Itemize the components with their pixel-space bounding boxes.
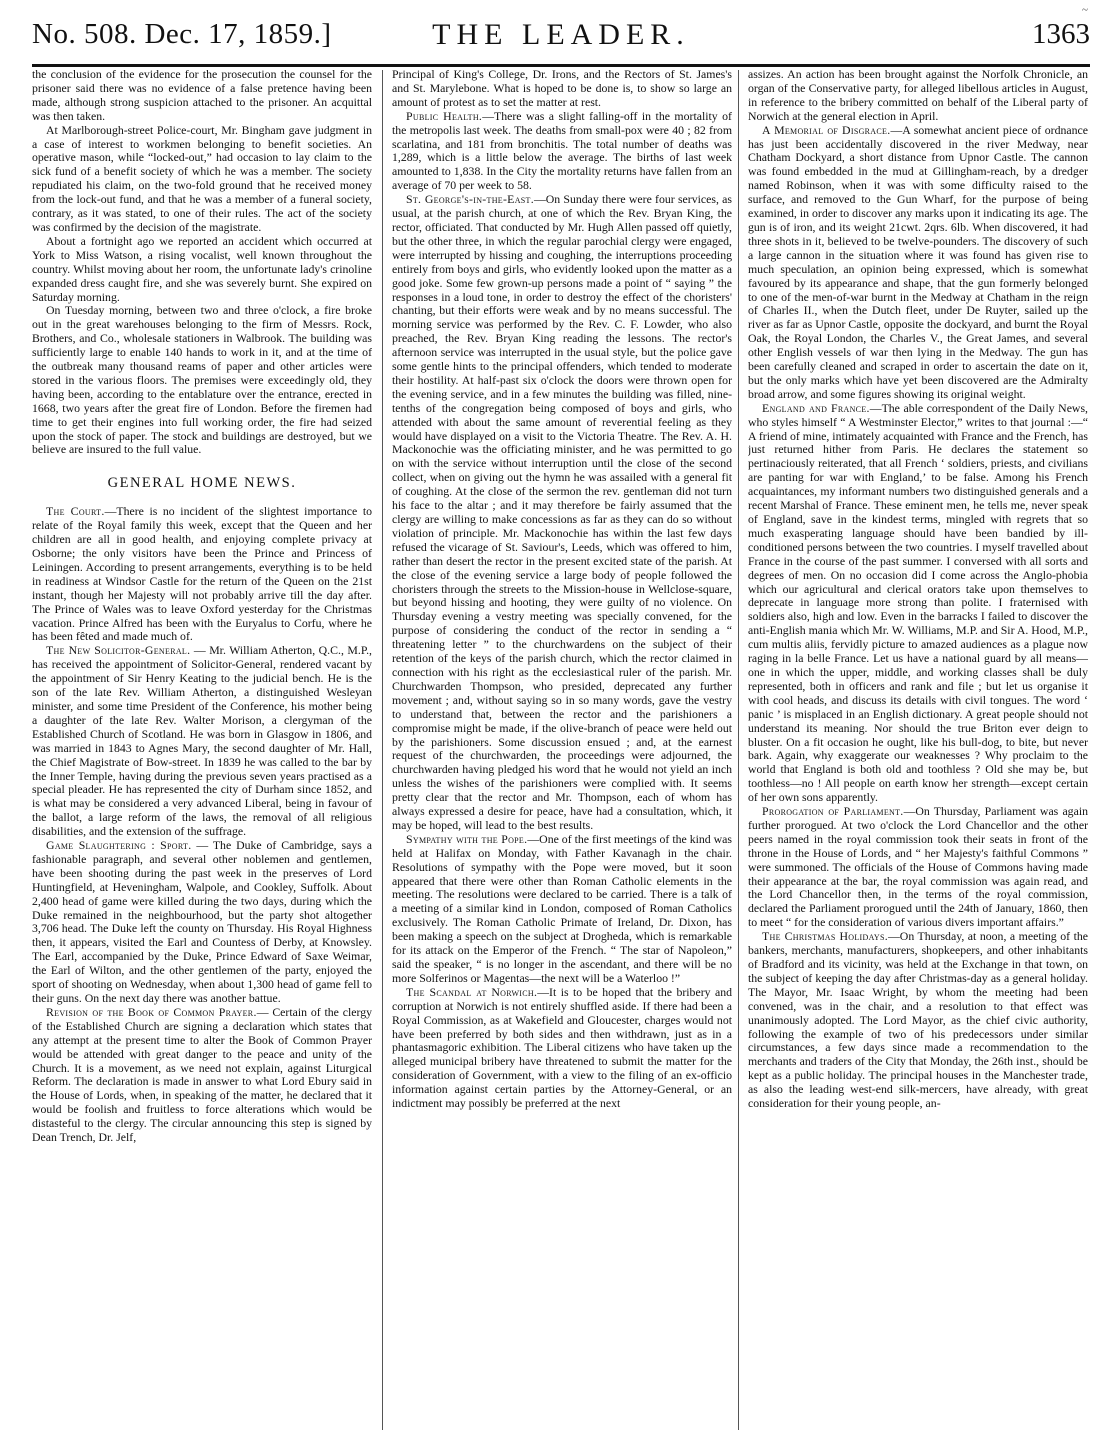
article-st-georges	[392, 193, 732, 833]
paragraph: On Tuesday morning, between two and three o'clock, a fire broke out in the great warehouses belonging to the firm of Messrs. Rock, Brothers, and Co., wholesale stationers in Walbrook. The building was sufficiently large to enable 140 hands to work in it, and at the time of the outbreak many thousand reams of paper and other articles were stored in the various floors. The premises were exceedingly old, they having been, according to the entablature over the entrance, erected in 1668, two years after the great fire of London. Before the firemen had time to get their engines into full working order, the fire had seized upon the stock of paper. The stock and buildings are destroyed, but we believe are insured to the full value.	[32, 303, 372, 457]
column-separator	[738, 70, 739, 1430]
issue-date-text: Dec. 17, 1859.]	[144, 18, 332, 50]
article-body: — Certain of the clergy of the Established Church are signing a declaration which states that any attempt at the present time to alter the Book of Common Prayer would be attended with great danger to the peace and unity of the Church. It is a movement, as we need not explain, against Liturgical Reform. The declaration is made in answer to what Lord Ebury said in the House of Lords, when, in speaking of the matter, he declared that it would be foolish and fruitless to force alterations which would be distasteful to the clergy. The circular announcing this step is signed by Dean Trench, Dr. Jelf,	[32, 1004, 372, 1145]
column-1	[32, 68, 372, 1428]
section-heading: GENERAL HOME NEWS.	[107, 475, 297, 492]
article-body: —On Thursday, Parliament was again further prorogued. At two o'clock the Lord Chancellor and the other peers named in the royal commission took their seats in front of the throne in the House of Lords, and “ her Majesty's faithful Commons ” were summoned. The officials of the House of Commons having made their appearance at the bar, the royal commission was again read, and the Lord Chancellor then, in the terms of the royal commission, declared the Parliament prorogued until the 24th of January, 1860, then to meet “ for the consideration of various divers important affairs.”	[748, 804, 1088, 930]
article-lead: The Scandal at Norwich.	[406, 984, 538, 999]
paragraph: About a fortnight ago we reported an accident which occurred at York to Miss Watson, a rising vocalist, well known throughout the country. Whilst moving about her room, the unfortunate lady's crinoline expanded dress caught fire, and she was severely burnt. She expired on Saturday morning.	[32, 233, 372, 304]
masthead-rule	[32, 64, 1090, 67]
article-lead: Game Slaughtering : Sport.	[46, 838, 192, 853]
column-separator	[382, 70, 383, 1430]
article-body: — Mr. William Atherton, Q.C., M.P., has received the appointment of Solicitor-General, rendered vacant by the appointment of Sir Henry Keating to the judicial bench. He is the son of the late Rev. William Atherton, a distinguished Wesleyan minister, and some time President of the Conference, his mother being a daughter of the late Rev. Walter Morison, a clergyman of the Established Church of Scotland. He was born in Glasgow in 1806, and was married in 1843 to Agnes Mary, the second daughter of Mr. Hall, the Chief Magistrate of Bow-street. In 1839 he was called to the bar by the Inner Temple, having during the previous seven years practised as a special pleader. He has represented the city of Durham since 1852, and is what may be considered a very advanced Liberal, being in favour of the ballot, a large reform of the laws, the removal of all religious disabilities, and the extension of the suffrage.	[32, 643, 372, 839]
article-game	[32, 839, 372, 1006]
article-prayer-book	[32, 1006, 372, 1145]
article-public-health	[392, 110, 732, 193]
page-number: 1363	[1032, 18, 1090, 50]
article-lead: Revision of the Book of Common Prayer.	[46, 1004, 257, 1019]
article-sympathy-pope	[392, 833, 732, 986]
article-solicitor-general	[32, 644, 372, 839]
paragraph: the conclusion of the evidence for the prosecution the counsel for the prisoner said there was no evidence of a false pretence having been made, although strong suspicion attached to the prisoner. An acquittal was then taken.	[32, 68, 372, 123]
paragraph: assizes. An action has been brought against the Norfolk Chronicle, an organ of the Conservative party, for alleged libellous articles in August, in reference to the bribery committed on behalf of the Liberal party of Norwich at the general election in April.	[748, 68, 1088, 123]
article-lead: Sympathy with the Pope.	[406, 831, 528, 846]
article-body: —The able correspondent of the Daily News, who styles himself “ A Westminster Elector,” writes to that journal :—“ A friend of mine, intimately acquainted with France and the French, has just returned hither from Paris. He declares the statement so pertinaciously reiterated, that all French ‘ soldiers, priests, and civilians are panting for war with England,’ to be false. Among his French acquaintances, my informant numbers two distinguished generals and a recent Marshal of France. These eminent men, he tells me, never speak of England, save in the kindest terms, mingled with regrets that so much exasperating language should have been bandied by ill-conditioned persons between the two countries. I myself travelled about France in the course of the past summer. I conversed with all sorts and degrees of men. On no occasion did I come across the Anglo-phobia which our agricultural and clerical orators take upon themselves to deprecate in language more strong than polite. I fraternised with soldiers also, high and low. Even in the barracks I failed to discover the anti-English mania which Mr. W. Williams, M.P. and Sir A. Hood, M.P., cum multis aliis, fervidly picture to amazed audiences as a plague now raging in la belle France. Let us have a national guard by all means—one in which the upper, middle, and working classes shall be duly represented, both in officers and rank and file ; but let us organise it with cool heads, and discuss its details with civil tongues. The word ‘ panic ’ is misplaced in an English dictionary. A great people should not understand its meaning. Nor should the true Briton ever deign to bluster. On a fit occasion he ought, like his bull-dog, to bite, but never bark. Again, why exaggerate our weaknesses ? Why proclaim to the world that England is both old and toothless ? Old she may be, but toothless—no ! All people on earth know her strength—except certain of her own sons apparently.	[748, 400, 1088, 805]
article-body: —On Thursday, at noon, a meeting of the bankers, merchants, manufacturers, shopkeepers, and other inhabitants of Bradford and its vicinity, was held at the Exchange in that town, on the subject of keeping the day after Christmas-day as a general holiday. The Mayor, Mr. Isaac Wright, by whom the meeting had been convened, was in the chair, and a resolution to that effect was unanimously adopted. The Lord Mayor, as the chief civic authority, following the example of two of his predecessors under similar circumstances, a few days since made a recommendation to the merchants and traders of the City that Monday, the 26th inst., should be kept as a public holiday. The principal houses in the Manchester trade, as also the leading west-end silk-mercers, have already, with great consideration for their young people, an-	[748, 929, 1088, 1111]
article-court	[32, 505, 372, 644]
article-memorial-disgrace	[748, 124, 1088, 402]
article-body: —There is no incident of the slightest importance to relate of the Royal family this week, except that the Queen and her children are all in good health, and enjoying complete privacy at Osborne; the only visitors have been the Prince and Princess of Leiningen. According to present arrangements, everything is to be held in readiness at Windsor Castle for the return of the Queen on the 21st instant, though her Majesty will not probably arrive till the day after. The Prince of Wales was to leave Oxford yesterday for the Christmas vacation. Prince Alfred has been with the Euryalus to Corfu, where he has been fêted and made much of.	[32, 504, 372, 644]
article-lead: The New Solicitor-General.	[46, 643, 191, 658]
article-prorogation	[748, 805, 1088, 930]
article-body: —It is to be hoped that the bribery and corruption at Norwich is not entirely shuffled aside. If there had been a Royal Commission, as at Wakefield and Gloucester, charges would not have been preferred by both sides and then withdrawn, just as in a phantasmagoric exhibition. The Liberal citizens who have taken up the alleged municipal bribery have threatened to submit the matter for the consideration of Government, with a view to the filing of an ex-officio information against certain parties by the Attorney-General, or an indictment may possibly be preferred at the next	[392, 984, 732, 1111]
article-body: —On Sunday there were four services, as usual, at the parish church, at one of which the Rev. Bryan King, the rector, officiated. That conducted by Mr. Hugh Allen passed off quietly, but the other three, in which the regular parochial clergy were engaged, were interrupted by hissing and coughing, the interruptions proceeding entirely from boys and girls, who evidently looked upon the matter as a good joke. Some few grown-up persons made a point of “ saying ” the responses in a loud tone, in order to destroy the effect of the choristers' chanting, but their efforts were weak and by no means successful. The morning service was performed by the Rev. C. F. Lowder, who also preached, the Rev. Bryan King reading the lessons. The rector's afternoon service was interrupted in the usual style, but the police gave some gentle hints to the principal offenders, which tended to moderate their hostility. At half-past six o'clock the doors were thrown open for the evening service, and in a few minutes the building was filled, nine-tenths of the congregation being composed of boys and girls, who attended with about the same amount of reverential feeling as they would have displayed on a visit to the Victoria Theatre. The Rev. A. H. Mackonochie was the officiating minister, and he was permitted to go on with the service without interruption until the close of the second collect, when on giving out the hymn he was assailed with a general fit of coughing. At the close of the sermon the rev. gentleman did not turn his face to the altar ; and it may therefore be fairly assumed that the clergy are willing to make concessions as far as they can do so without violation of principle. Mr. Mackonochie has within the last few days refused the vicarage of St. Saviour's, Leeds, which was offered to him, rather than desert the rector in the present excited state of the parish. At the close of the evening service a large body of people followed the choristers through the streets to the Mission-house in Wellclose-square, but beyond hissing and hooting, they were guilty of no violence. On Thursday evening a vestry meeting was specially convened, for the purpose of considering the conduct of the rector in sending a “ threatening letter ” to the churchwardens on the subject of their retention of the keys of the parish church, which the rector claimed in connection with his right as the ecclesiastical ruler of the parish. Mr. Churchwarden Thompson, who presided, deprecated any further movement ; and, without saying so in so many words, gave the vestry to understand that, between the rector and the parishioners a compromise might be made, if the olive-branch of peace were held out by the parishioners. Some discussion ensued ; and, at the earnest request of the churchwarden, the proceedings were adjourned, the churchwarden having pledged his word that he would not yield an inch unless the wishes of the parishioners were complied with. It seems pretty clear that the rector and Mr. Thompson, each of whom has always expressed a desire for peace, have had a consultation, which, it may be hoped, will lead to the best results.	[392, 192, 732, 832]
article-lead: Public Health.	[406, 108, 483, 123]
column-3	[748, 68, 1088, 1428]
article-body: —A somewhat ancient piece of ordnance has just been accidentally discovered in the river Medway, near Chatham Dockyard, a short distance from Upnor Castle. The cannon was found embedded in the mud at Gillingham-reach, by a dredger named Robinson, when it was with some difficulty raised to the surface, and removed to the Gun Wharf, for the purpose of being examined, in order to discover any marks upon it indicating its age. The gun is of iron, and its weight 21cwt. 2qrs. 6lb. When discovered, it had three shots in it, believed to be twelve-pounders. The discovery of such a large cannon in the situation where it was found has given rise to much speculation, an opinion being expressed, which is somewhat favoured by its appearance and shape, that the gun formerly belonged to one of the men-of-war burnt in the Medway at Chatham in the reign of Charles II., when the Dutch fleet, under De Ruyter, sailed up the river as far as Upnor Castle, opposite the dockyard, and burnt the Royal Oak, the Royal London, the Charles V., the Great James, and several other English vessels of war then lying in the Medway. The gun has been carefully cleaned and scraped in order to ascertain the date on it, but the only marks which have yet been discovered are the Admiralty broad arrow, and some figures showing its original weight.	[748, 122, 1088, 401]
article-england-france	[748, 402, 1088, 805]
paragraph: Principal of King's College, Dr. Irons, and the Rectors of St. James's and St. Marylebone. What is hoped to be done is, to show so large an amount of protest as to set the matter at rest.	[392, 68, 732, 109]
article-lead: Prorogation of Parliament.	[762, 804, 904, 819]
newspaper-title: THE LEADER.	[432, 18, 690, 51]
article-norwich-scandal	[392, 986, 732, 1111]
article-lead: St. George's-in-the-East.	[406, 192, 534, 207]
article-body: —One of the first meetings of the kind was held at Halifax on Monday, with Father Kavanagh in the chair. Resolutions of sympathy with the Pope were moved, but it soon appeared that there were other than Roman Catholic elements in the meeting. The resolutions were declared to be carried. There is a talk of a meeting of a similar kind in London, composed of Roman Catholics exclusively. The Roman Catholic Primate of Ireland, Dr. Dixon, has been making a speech on the subject at Drogheda, which is remarkable for its attack on the Emperor of the French. “ The star of Napoleon,” said the speaker, “ is no longer in the ascendant, and there will be no more Solferinos or Magentas—the next will be a Waterloo !”	[392, 831, 732, 985]
article-body: —There was a slight falling-off in the mortality of the metropolis last week. The deaths from small-pox were 40 ; 82 from scarlatina, and 181 from bronchitis. The total number of deaths was 1,289, which is a little below the average. The births of last week amounted to 1,838. In the City the mortality returns have fallen from an average of 70 per week to 58.	[392, 108, 732, 193]
column-2	[392, 68, 732, 1428]
corner-mark: ~	[1082, 4, 1088, 16]
article-lead: England and France.	[762, 400, 870, 415]
article-lead: The Court.	[46, 504, 105, 519]
masthead	[32, 18, 1090, 64]
article-body: — The Duke of Cambridge, says a fashionable paragraph, and several other noblemen and gentlemen, have been shooting during the past week in the preserves of Lord Huntingfield, at Heveningham, Walpole, and Cookley, Suffolk. About 2,400 head of game were killed during the two days, during which the Duke remained in the neighbourhood, but the party shot altogether 3,706 head. The Duke left the county on Thursday. His Royal Highness then, it appears, visited the Earl and Countess of Derby, at Knowsley. The Earl, accompanied by the Duke, Prince Edward of Saxe Weimar, the Earl of Wilton, and the other gentlemen of the party, enjoyed the sport of shooting on Wednesday, when about 1,300 head of game fell to their guns. On the next day there was another battue.	[32, 838, 372, 1005]
article-christmas-holidays	[748, 930, 1088, 1111]
article-lead: The Christmas Holidays.	[762, 929, 888, 944]
paragraph: At Marlborough-street Police-court, Mr. Bingham gave judgment in a case of interest to workmen belonging to benefit societies. An operative mason, while “locked-out,” had occasion to lay claim to the sick fund of a benefit society of which he was a member. The society repudiated his claim, on the two-fold ground that he received money from the lock-out fund, and that he was a member of a funeral society, contrary, as it was stated, to one of their rules. The act of the society was confirmed by the decision of the magistrate.	[32, 122, 372, 234]
issue-number: No. 508.	[32, 18, 137, 50]
article-lead: A Memorial of Disgrace.	[762, 122, 891, 137]
